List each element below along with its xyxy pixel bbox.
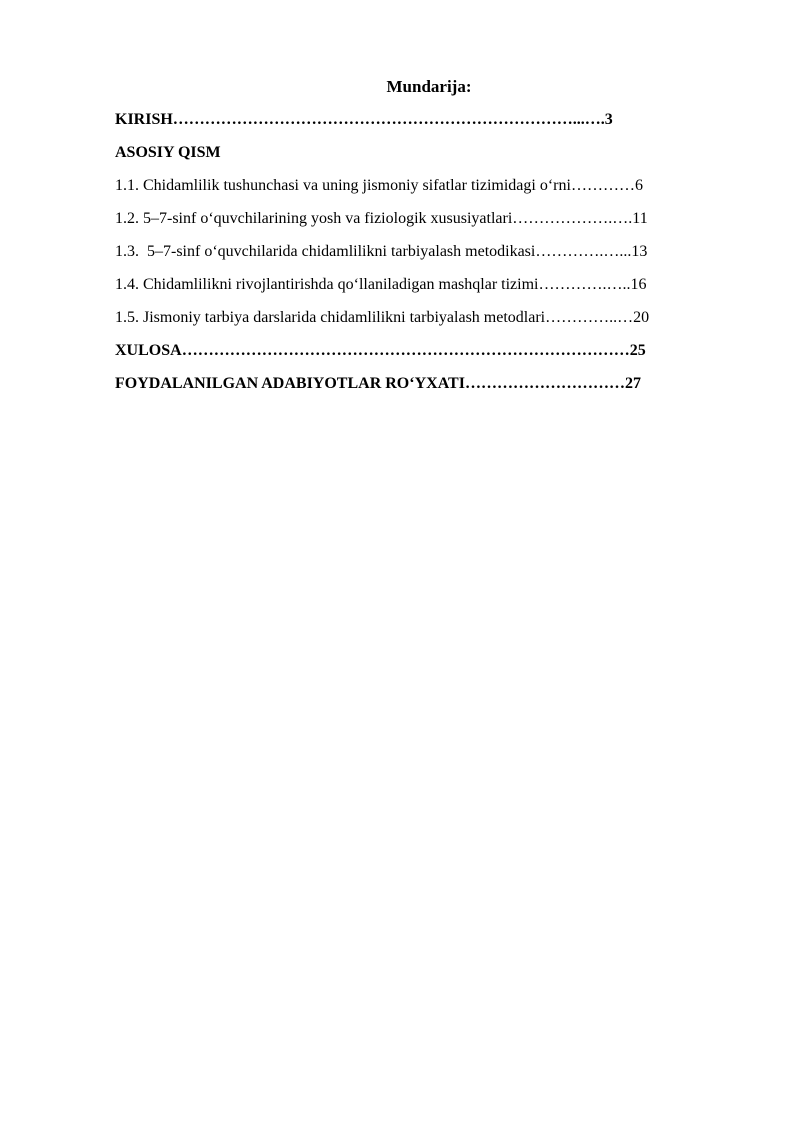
toc-entry-label: 1.2. 5–7-sinf o‘quvchilarining yosh va fiziologik xususiyatlari — [115, 210, 513, 227]
toc-entry-page: 6 — [634, 177, 643, 194]
toc-entry-leader: ………………………… — [464, 375, 625, 392]
toc-entry-leader: …………………………………………………………………...…. — [172, 111, 605, 128]
toc-entry-leader: ………….….. — [538, 276, 631, 293]
toc-entry-label: 1.4. Chidamlilikni rivojlantirishda qo‘llaniladigan mashqlar tizimi — [115, 276, 539, 293]
toc-entry-page: 3 — [604, 111, 613, 128]
toc-entry-label: 1.5. Jismoniy tarbiya darslarida chidamlilikni tarbiyalash metodlari — [115, 309, 546, 326]
toc-entry-page: 25 — [629, 342, 646, 359]
toc-entry-label: FOYDALANILGAN ADABIYOTLAR RO‘YXATI — [115, 375, 465, 392]
toc-entry-page: 20 — [633, 309, 650, 326]
toc-entry-1-2 — [115, 208, 755, 241]
toc-title: Mundarija: — [386, 77, 472, 96]
toc-entry-page: 16 — [630, 276, 647, 293]
toc-entry-label: 1.3. 5–7-sinf o‘quvchilarida chidamlilikni tarbiyalash metodikasi — [115, 243, 536, 260]
toc-entry-label: KIRISH — [115, 111, 173, 128]
toc-entry-leader: ………….…... — [535, 243, 632, 260]
toc-entry-1-5 — [115, 307, 755, 340]
toc-entry-1-4 — [115, 274, 755, 307]
toc-entry-1-1 — [115, 175, 755, 208]
toc-entry-kirish — [115, 109, 755, 142]
toc-entry-leader: ……………….…. — [512, 210, 633, 227]
table-of-contents — [115, 109, 755, 406]
toc-entry-leader: ………… — [570, 177, 635, 194]
toc-entry-leader: ………………………………………………………………………… — [181, 342, 630, 359]
toc-entry-1-3 — [115, 241, 755, 274]
toc-entry-page: 13 — [631, 243, 648, 260]
toc-entry-label: 1.1. Chidamlilik tushunchasi va uning jismoniy sifatlar tizimidagi o‘rni — [115, 177, 571, 194]
toc-entry-label: ASOSIY QISM — [115, 144, 221, 161]
toc-entry-page: 11 — [632, 210, 648, 227]
toc-entry-asosiy-qism — [115, 142, 755, 175]
toc-entry-label: XULOSA — [115, 342, 182, 359]
toc-entry-adabiyotlar — [115, 373, 755, 406]
toc-entry-xulosa — [115, 340, 755, 373]
toc-entry-leader: …………..… — [545, 309, 634, 326]
toc-entry-page: 27 — [624, 375, 641, 392]
